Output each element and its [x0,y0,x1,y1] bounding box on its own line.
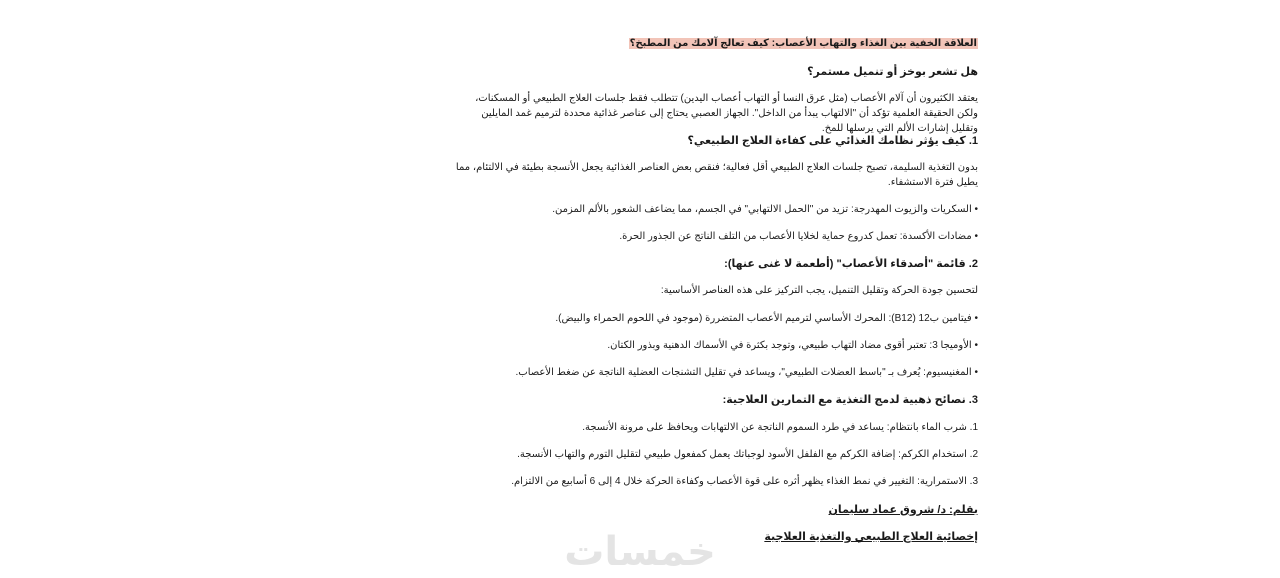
article-intro: يعتقد الكثيرون أن آلام الأعصاب (مثل عرق النسا أو التهاب أعصاب اليدين) تتطلب فقط جلسات العلاج الطبيعي أو المسكنات، ولكن الحقيقة العلمية تؤكد أن "الالتهاب يبدأ من الداخل". الجهاز العصبي يحتاج إلى عناصر غذائية محددة لترميم غمد المايلين وتقليل إشارات الألم التي يرسلها للمخ. [475,93,978,134]
article-title-text: العلاقة الخفية بين الغذاء والتهاب الأعصاب: كيف تعالج آلامك من المطبخ؟ [629,38,977,49]
author-name: بقلم: د/ شروق عماد سليمان [828,504,978,516]
section2-heading: 2. قائمة "أصدقاء الأعصاب" (أطعمة لا غنى عنها): [724,258,978,270]
article-question: هل تشعر بوخز أو تنميل مستمر؟ [807,66,978,78]
author-role: إخصائية العلاج الطبيعي والتغذية العلاجية [764,531,978,543]
section2-bullet: • الأوميجا 3: تعتبر أقوى مضاد التهاب طبيعي، وتوجد بكثرة في الأسماك الدهنية وبذور الكتان. [607,340,978,351]
section1-body: بدون التغذية السليمة، تصبح جلسات العلاج الطبيعي أقل فعالية؛ فنقص بعض العناصر الغذائية يجعل الأنسجة بطيئة في الالتئام، مما يطيل فترة الاستشفاء. [455,162,978,188]
article-title [629,37,978,51]
section3-item: 3. الاستمرارية: التغيير في نمط الغذاء يظهر أثره على قوة الأعصاب وكفاءة الحركة خلال 4 إلى 6 أسابيع من الالتزام. [511,476,978,487]
section3-item: 2. استخدام الكركم: إضافة الكركم مع الفلفل الأسود لوجباتك يعمل كمفعول طبيعي لتقليل التورم والتهاب الأنسجة. [517,449,978,460]
watermark-logo: خمسات [564,529,716,575]
section2-bullet: • المغنيسيوم: يُعرف بـ "باسط العضلات الطبيعي"، ويساعد في تقليل التشنجات العضلية الناتجة عن ضغط الأعصاب. [515,367,978,378]
section2-bullet: • فيتامين ب12 (B12): المحرك الأساسي لترميم الأعصاب المتضررة (موجود في اللحوم الحمراء والبيض). [555,313,978,324]
section1-bullet: • السكريات والزيوت المهدرجة: تزيد من "الحمل الالتهابي" في الجسم، مما يضاعف الشعور بالألم المزمن. [552,204,978,215]
section1-heading: 1. كيف يؤثر نظامك الغذائي على كفاءة العلاج الطبيعي؟ [687,135,978,147]
section3-heading: 3. نصائح ذهبية لدمج التغذية مع التمارين العلاجية: [722,394,978,406]
section3-item: 1. شرب الماء بانتظام: يساعد في طرد السموم الناتجة عن الالتهابات ويحافظ على مرونة الأنسجة. [582,422,978,433]
section1-bullet: • مضادات الأكسدة: تعمل كدروع حماية لخلايا الأعصاب من التلف الناتج عن الجذور الحرة. [619,231,978,242]
section2-body: لتحسين جودة الحركة وتقليل التنميل، يجب التركيز على هذه العناصر الأساسية: [660,285,978,296]
